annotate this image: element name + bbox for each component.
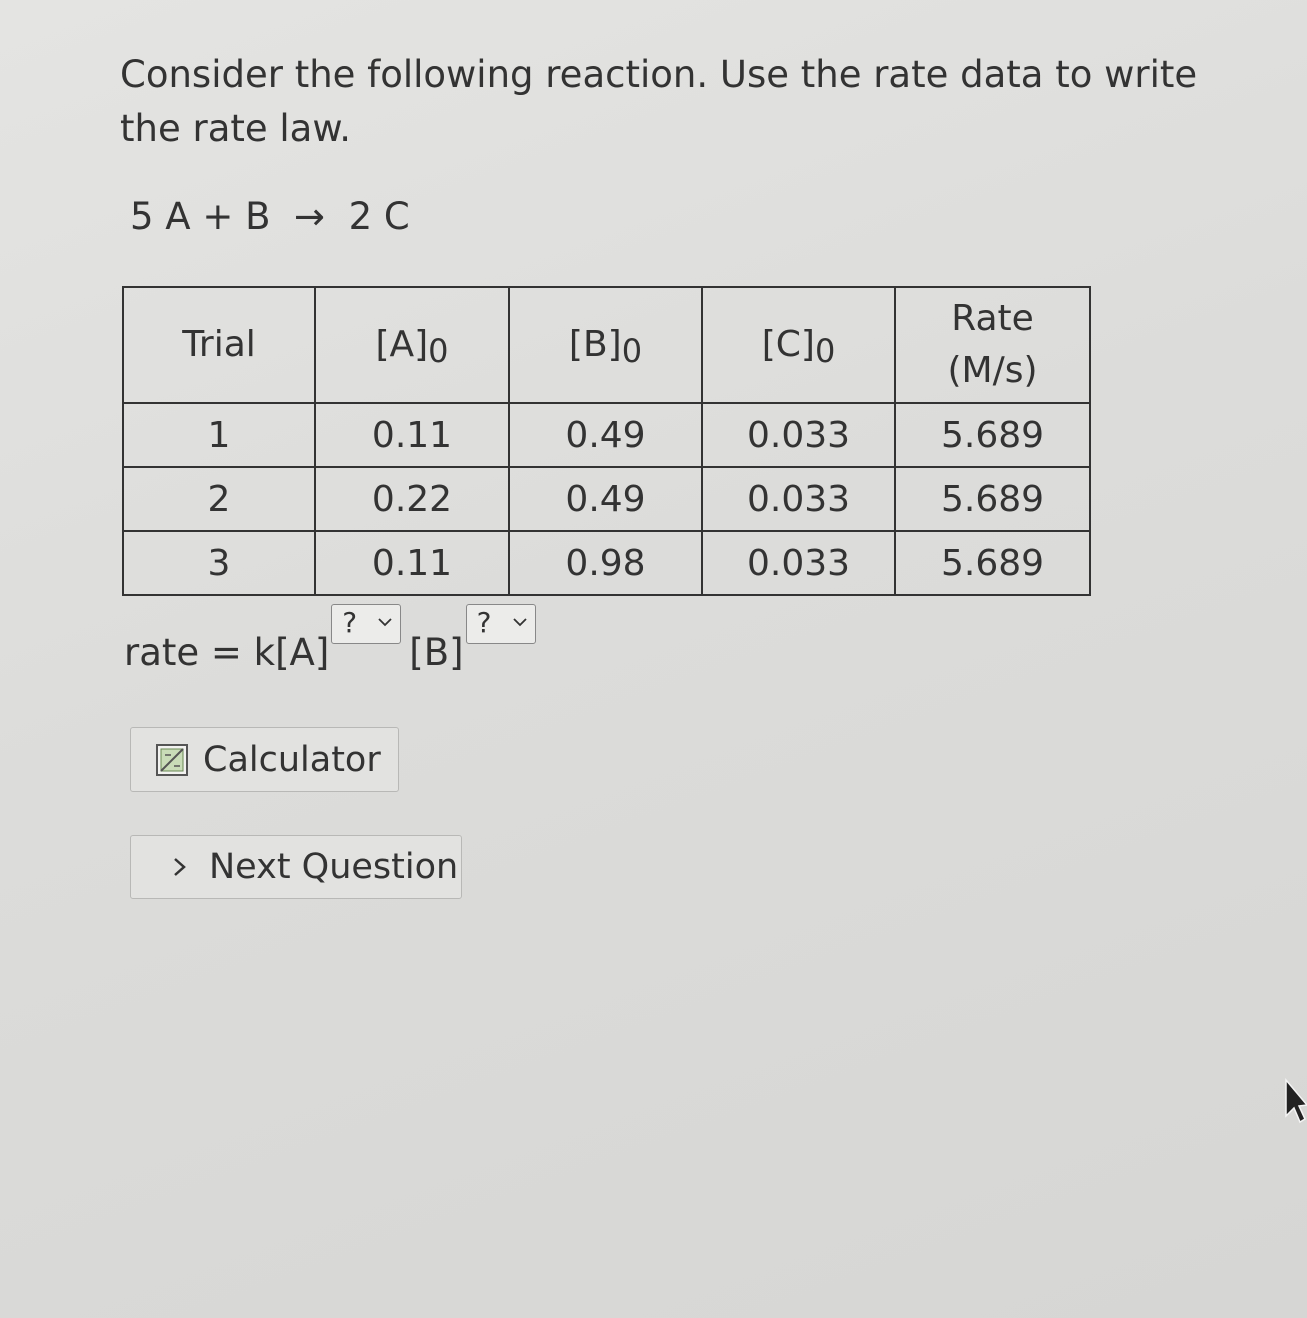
cell-b: 0.98 <box>509 531 702 595</box>
cell-rate: 5.689 <box>895 531 1090 595</box>
header-b-subscript: 0 <box>621 332 643 370</box>
cell-trial: 1 <box>123 403 315 467</box>
cell-rate: 5.689 <box>895 403 1090 467</box>
header-a-initial <box>315 287 509 403</box>
header-rate-unit: (M/s) <box>947 350 1038 391</box>
chevron-down-icon <box>513 615 527 629</box>
table-header-row <box>123 287 1090 403</box>
header-a-subscript: 0 <box>428 332 449 370</box>
cell-c: 0.033 <box>702 467 895 531</box>
order-a-dropdown[interactable] <box>331 604 401 644</box>
cell-c: 0.033 <box>702 403 895 467</box>
header-trial: Trial <box>123 287 315 403</box>
order-b-dropdown[interactable] <box>466 604 536 644</box>
header-b-label: [B] <box>568 324 622 365</box>
header-a-label: [A] <box>375 324 429 365</box>
calculator-label: Calculator <box>203 739 381 780</box>
chevron-down-icon <box>378 615 392 629</box>
question-text: Consider the following reaction. Use the rate data to write the rate law. <box>120 53 1198 150</box>
cell-a: 0.11 <box>315 403 509 467</box>
table-row <box>123 467 1090 531</box>
header-c-initial <box>702 287 895 403</box>
table-row <box>123 531 1090 595</box>
calculator-icon <box>155 743 189 777</box>
cell-c: 0.033 <box>702 531 895 595</box>
cell-trial: 3 <box>123 531 315 595</box>
header-c-label: [C] <box>761 324 815 365</box>
header-rate-label: Rate <box>951 298 1034 339</box>
next-question-button[interactable] <box>130 835 462 899</box>
cell-rate: 5.689 <box>895 467 1090 531</box>
header-rate <box>895 287 1090 403</box>
table-row <box>123 403 1090 467</box>
next-question-label: Next Question <box>209 847 459 887</box>
cell-trial: 2 <box>123 467 315 531</box>
cell-a: 0.11 <box>315 531 509 595</box>
header-b-initial <box>509 287 702 403</box>
rate-law-prefix: rate = k[A] <box>124 631 330 674</box>
header-c-subscript: 0 <box>814 332 836 370</box>
chevron-right-icon <box>171 856 189 878</box>
cell-b: 0.49 <box>509 403 702 467</box>
rate-law-b-term: [B] <box>409 631 464 674</box>
order-a-value: ? <box>342 606 358 639</box>
calculator-button[interactable] <box>130 727 399 792</box>
reaction-equation: 5 A + B → 2 C <box>130 195 410 238</box>
rate-data-table <box>122 286 1091 596</box>
cell-a: 0.22 <box>315 467 509 531</box>
mouse-cursor-icon <box>1284 1078 1307 1124</box>
order-b-value: ? <box>476 606 492 639</box>
rate-law-expression <box>124 606 544 680</box>
cell-b: 0.49 <box>509 467 702 531</box>
